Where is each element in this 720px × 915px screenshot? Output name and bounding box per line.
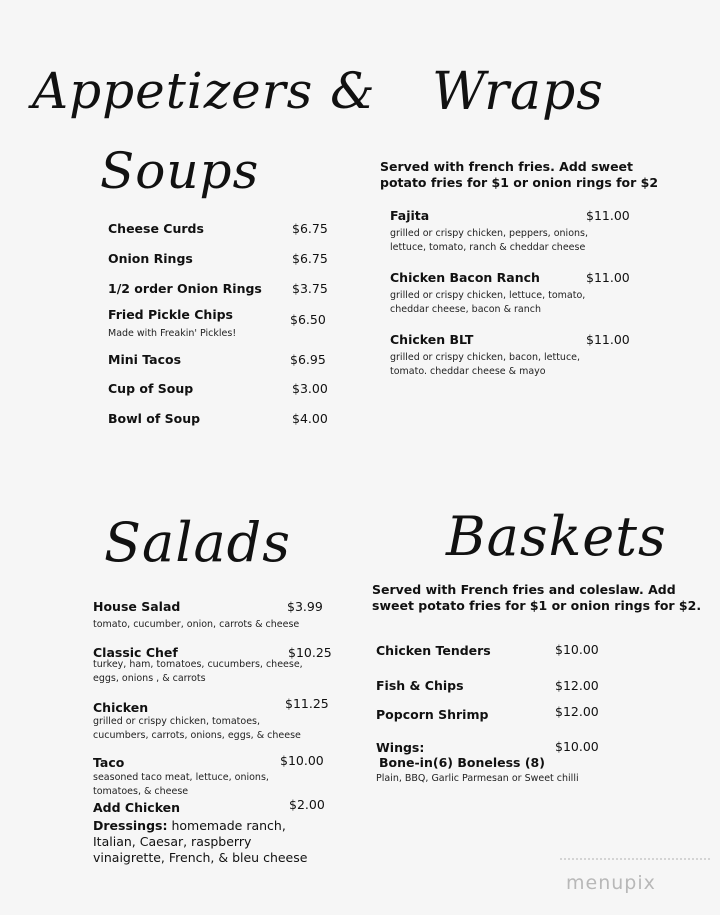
desc-chicken-blt-line2: tomato. cheddar cheese & mayo — [390, 366, 546, 377]
item-salad-chicken: Chicken — [93, 700, 149, 715]
price-chicken-bacon-ranch: $11.00 — [586, 270, 630, 285]
price-popcorn-shrimp: $12.00 — [555, 704, 599, 719]
item-wings: Wings: — [376, 740, 425, 755]
item-half-onion-rings: 1/2 order Onion Rings — [108, 281, 262, 296]
item-chicken-blt: Chicken BLT — [390, 332, 474, 347]
dressings-line2: Italian, Caesar, raspberry — [93, 834, 252, 849]
price-half-onion-rings: $3.75 — [292, 281, 328, 296]
price-taco-salad: $10.00 — [280, 753, 324, 768]
desc-classic-chef-line1: turkey, ham, tomatoes, cucumbers, cheese, — [93, 659, 303, 670]
desc-salad-chicken-line1: grilled or crispy chicken, tomatoes, — [93, 716, 261, 727]
menupix-watermark: menupix — [566, 872, 656, 894]
price-bowl-of-soup: $4.00 — [292, 411, 328, 426]
item-mini-tacos: Mini Tacos — [108, 352, 182, 367]
desc-house-salad: tomato, cucumber, onion, carrots & cheese — [93, 619, 300, 630]
price-chicken-tenders: $10.00 — [555, 642, 599, 657]
dressings-line3: vinaigrette, French, & bleu cheese — [93, 850, 308, 865]
price-fish-chips: $12.00 — [555, 678, 599, 693]
price-fajita: $11.00 — [586, 208, 630, 223]
desc-chicken-blt-line1: grilled or crispy chicken, bacon, lettuce, — [390, 352, 581, 363]
appetizers-title-line1: Appetizers & — [32, 62, 376, 120]
item-taco-salad: Taco — [93, 755, 125, 770]
desc-taco-salad-line1: seasoned taco meat, lettuce, onions, — [93, 772, 269, 783]
price-salad-chicken: $11.25 — [285, 696, 329, 711]
item-fajita: Fajita — [390, 208, 430, 223]
item-cup-of-soup: Cup of Soup — [108, 381, 194, 396]
desc-chicken-bacon-ranch-line1: grilled or crispy chicken, lettuce, tomato, — [390, 290, 586, 301]
desc-fajita-line2: lettuce, tomato, ranch & cheddar cheese — [390, 242, 586, 253]
price-mini-tacos: $6.95 — [290, 352, 326, 367]
price-wings: $10.00 — [555, 739, 599, 754]
desc-salad-chicken-line2: cucumbers, carrots, onions, eggs, & cheese — [93, 730, 301, 741]
item-fish-chips: Fish & Chips — [376, 678, 464, 693]
item-wings-sub: Bone-in(6) Boneless (8) — [379, 755, 545, 770]
desc-chicken-bacon-ranch-line2: cheddar cheese, bacon & ranch — [390, 304, 542, 315]
price-cheese-curds: $6.75 — [292, 221, 328, 236]
price-house-salad: $3.99 — [287, 599, 323, 614]
price-add-chicken: $2.00 — [289, 797, 325, 812]
dressings-line1 — [93, 818, 286, 834]
item-classic-chef: Classic Chef — [93, 645, 178, 660]
dressings-label: Dressings: — [93, 818, 168, 833]
item-popcorn-shrimp: Popcorn Shrimp — [376, 707, 489, 722]
item-chicken-bacon-ranch: Chicken Bacon Ranch — [390, 270, 540, 285]
baskets-note-line2: sweet potato fries for $1 or onion rings for $2. — [372, 598, 702, 613]
item-house-salad: House Salad — [93, 599, 181, 614]
item-add-chicken: Add Chicken — [93, 800, 181, 815]
item-cheese-curds: Cheese Curds — [108, 221, 204, 236]
salads-title: Salads — [104, 511, 291, 574]
price-fried-pickle-chips: $6.50 — [290, 312, 326, 327]
wraps-note-line2: potato fries for $1 or onion rings for $2 — [380, 175, 659, 190]
price-onion-rings: $6.75 — [292, 251, 328, 266]
item-chicken-tenders: Chicken Tenders — [376, 643, 491, 658]
price-classic-chef: $10.25 — [288, 645, 332, 660]
price-cup-of-soup: $3.00 — [292, 381, 328, 396]
baskets-note-line1: Served with French fries and coleslaw. Add — [372, 582, 676, 597]
wraps-title: Wraps — [432, 62, 604, 122]
wraps-note-line1: Served with french fries. Add sweet — [380, 159, 634, 174]
price-chicken-blt: $11.00 — [586, 332, 630, 347]
appetizers-title-line2: Soups — [100, 142, 260, 200]
item-bowl-of-soup: Bowl of Soup — [108, 411, 201, 426]
item-onion-rings: Onion Rings — [108, 251, 193, 266]
desc-wings-flavors: Plain, BBQ, Garlic Parmesan or Sweet chilli — [376, 773, 579, 784]
desc-fried-pickle-chips: Made with Freakin' Pickles! — [108, 328, 237, 339]
desc-classic-chef-line2: eggs, onions , & carrots — [93, 673, 206, 684]
watermark-divider — [560, 858, 710, 864]
baskets-title: Baskets — [446, 505, 667, 568]
item-fried-pickle-chips: Fried Pickle Chips — [108, 307, 233, 322]
dressings-text-line1: homemade ranch, — [167, 818, 286, 833]
desc-taco-salad-line2: tomatoes, & cheese — [93, 786, 189, 797]
desc-fajita-line1: grilled or crispy chicken, peppers, onions, — [390, 228, 589, 239]
